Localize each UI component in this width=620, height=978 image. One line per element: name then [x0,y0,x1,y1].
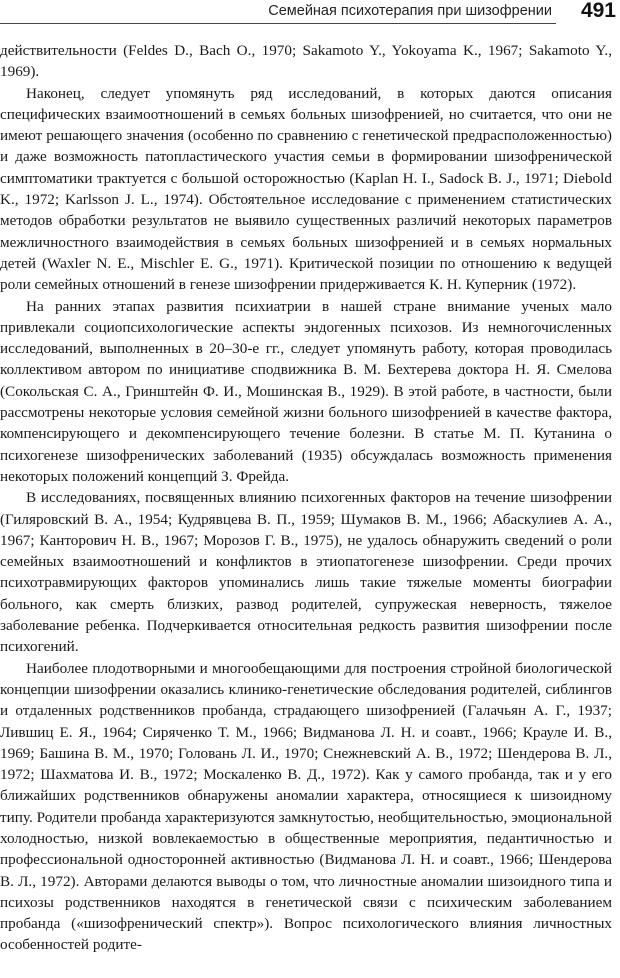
paragraph: Наиболее плодотворными и многообещающими для построения стройной биологической концепции шизофрении оказались клинико-генетические обследования родителей, сиблингов и отдаленных родственников пробанда, страдающего шизофренией (Галачьян А. Г., 1937; Лившиц Е. Я., 1964; Сиряченко Т. М., 1966; Видманова Л. Н. и соавт., 1966; Крауле И. В., 1969; Башина В. М., 1970; Головань Л. И., 1970; Снежневский А. В., 1972; Шендерова В. Л., 1972; Шахматова И. В., 1972; Москаленко В. Д., 1972). Как у самого пробанда, так и у его ближайших родственников обнаружены аномалии характера, относящиеся к шизоидному типу. Родители пробанда характеризуются замкнутостью, необщительностью, эмоциональной холодностью, низкой вовлекаемостью в общественные мероприятия, педантичностью и профессиональной односторонней активностью (Видманова Л. Н. и соавт., 1966; Шендерова В. Л., 1972). Авторами делаются выводы о том, что личностные аномалии шизоидного типа и психозы родственников находятся в генетической связи с психическим заболеванием пробанда («шизофренический спектр»). Вопрос психологического влияния личностных особенностей родите- [0,659,612,954]
paragraph: действительности (Feldes D., Bach O., 1970; Sakamoto Y., Yokoyama K., 1967; Sakamoto Y., 1969). [0,42,612,81]
header-rule [0,23,556,24]
page-header [0,0,620,26]
body-text [0,40,612,956]
paragraph: На ранних этапах развития психиатрии в нашей стране внимание ученых мало привлекали социопсихологические аспекты эндогенных психозов. Из немногочисленных исследований, выполненных в 20–30-е гг., следует упомянуть работу, которая проводилась коллективом автором по инициативе сподвижника В. М. Бехтерева доктора Н. Я. Смелова (Сокольская С. А., Гринштейн Ф. И., Мошинская В., 1929). В этой работе, в частности, были рассмотрены некоторые условия семейной жизни больного шизофренией в качестве фактора, компенсирующего и декомпенсирующего течение болезни. В статье М. П. Кутанина о психогенезе шизофренических заболеваний (1935) обсуждалась возможность применения некоторых положений концепций З. Фрейда. [0,297,612,485]
page-number: 491 [580,0,616,22]
paragraph: Наконец, следует упомянуть ряд исследований, в которых даются описания специфических взаимоотношений в семьях больных шизофренией, но считается, что они не имеют решающего значения (особенно по сравнению с генетической предрасположенностью) и даже возможность патопластического участия семьи в формировании шизофренической симптоматики трактуется с большой осторожностью (Kaplan H. I., Sadock B. J., 1971; Diebold K., 1972; Karlsson J. L., 1974). Обстоятельное исследование с применением статистических методов обработки результатов не выявило существенных различий некоторых параметров межличностного взаимодействия в семьях больных шизофренией и в семьях нормальных детей (Waxler N. E., Mischler E. G., 1971). Критической позиции по отношению к ведущей роли семейных отношений в генезе шизофрении придерживается К. Н. Куперник (1972). [0,84,612,294]
running-title: Семейная психотерапия при шизофрении [268,3,552,19]
paragraph: В исследованиях, посвященных влиянию психогенных факторов на течение шизофрении (Гиляровский В. А., 1954; Кудрявцева В. П., 1959; Шумаков В. М., 1966; Абаскулиев А. А., 1967; Канторович Н. В., 1967; Морозов Г. В., 1975), не удалось обнаружить сведений о роли семейных взаимоотношений и конфликтов в этиопатогенезе шизофрении. Среди прочих психотравмирующих факторов упоминались лишь такие тяжелые моменты биографии больного, как смерть близких, развод родителей, супружеская неверность, тяжелое заболевание ребенка. Подчеркивается относительная редкость развития шизофрении после психогений. [0,489,612,656]
